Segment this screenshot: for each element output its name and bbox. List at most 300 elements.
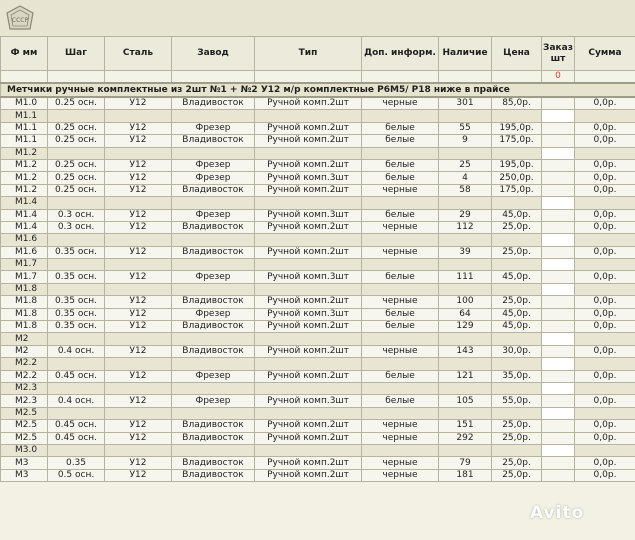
size-group-row [1, 407, 635, 419]
cell-price [492, 197, 542, 209]
cell-factory: Владивосток [172, 345, 255, 357]
cell-price: 25,0р. [492, 246, 542, 258]
section-title: Метчики ручные комплектные из 2шт №1 + №2 У12 м/р комплектные Р6М5/ Р18 ниже в прайсе [1, 83, 635, 97]
cell-factory: Владивосток [172, 97, 255, 110]
cell-order-qty[interactable] [542, 296, 575, 308]
cell-type: Ручной комп.2шт [255, 122, 362, 134]
cell-order-qty[interactable] [542, 97, 575, 110]
cell-extra-info [362, 407, 439, 419]
cell-pitch: 0.35 осн. [48, 296, 105, 308]
cell-sum: 0,0р. [575, 172, 635, 184]
table-row [1, 209, 635, 221]
cell-price: 45,0р. [492, 271, 542, 283]
cell-stock [439, 382, 492, 394]
header-stock: Наличие [439, 37, 492, 71]
cell-steel: У12 [105, 308, 172, 320]
cell-price: 45,0р. [492, 308, 542, 320]
cell-extra-info: черные [362, 221, 439, 233]
avito-watermark: Avito [530, 503, 585, 523]
cell-order-qty[interactable] [542, 271, 575, 283]
cell-factory [172, 444, 255, 456]
cell-pitch: 0.35 осн. [48, 246, 105, 258]
cell-pitch [48, 382, 105, 394]
cell-extra-info: черные [362, 97, 439, 110]
cell-order-qty[interactable] [542, 420, 575, 432]
cell-pitch [48, 110, 105, 122]
header-price: Цена [492, 37, 542, 71]
cell-extra-info: черные [362, 432, 439, 444]
cell-sum: 0,0р. [575, 159, 635, 171]
cell-pitch: 0.25 осн. [48, 172, 105, 184]
cell-steel: У12 [105, 221, 172, 233]
cell-sum [575, 197, 635, 209]
cell-stock: 55 [439, 122, 492, 134]
cell-price [492, 333, 542, 345]
cell-extra-info: черные [362, 246, 439, 258]
cell-steel: У12 [105, 159, 172, 171]
cell-diameter: М1.8 [1, 308, 48, 320]
cell-sum [575, 407, 635, 419]
table-row [1, 271, 635, 283]
size-group-row [1, 110, 635, 122]
table-row [1, 97, 635, 110]
cell-type [255, 197, 362, 209]
cell-sum: 0,0р. [575, 420, 635, 432]
cell-sum [575, 234, 635, 246]
size-group-row [1, 197, 635, 209]
size-group-row [1, 382, 635, 394]
cell-price [492, 444, 542, 456]
cell-steel: У12 [105, 457, 172, 469]
cell-stock: 143 [439, 345, 492, 357]
cell-sum: 0,0р. [575, 321, 635, 333]
cell-extra-info: белые [362, 395, 439, 407]
cell-pitch: 0.4 осн. [48, 395, 105, 407]
cell-stock: 181 [439, 469, 492, 481]
cell-type: Ручной комп.2шт [255, 469, 362, 481]
cell-price: 25,0р. [492, 296, 542, 308]
cell-pitch: 0.25 осн. [48, 122, 105, 134]
cell-stock: 79 [439, 457, 492, 469]
cell-order-qty[interactable] [542, 444, 575, 456]
cell-diameter: М1.1 [1, 135, 48, 147]
cell-stock [439, 444, 492, 456]
cell-factory: Владивосток [172, 457, 255, 469]
cell-type: Ручной комп.2шт [255, 420, 362, 432]
cell-factory [172, 283, 255, 295]
cell-steel: У12 [105, 172, 172, 184]
cell-type [255, 333, 362, 345]
cell-pitch: 0.45 осн. [48, 432, 105, 444]
cell-sum: 0,0р. [575, 395, 635, 407]
size-group-row [1, 259, 635, 271]
cell-type [255, 259, 362, 271]
cell-pitch [48, 407, 105, 419]
quality-mark-logo-icon [5, 5, 35, 31]
cell-pitch: 0.5 осн. [48, 469, 105, 481]
cell-diameter: М1.7 [1, 259, 48, 271]
cell-pitch: 0.25 осн. [48, 97, 105, 110]
cell-factory: Владивосток [172, 432, 255, 444]
header-extra-info: Доп. информ. [362, 37, 439, 71]
cell-steel [105, 259, 172, 271]
cell-diameter: М3.0 [1, 444, 48, 456]
cell-type: Ручной комп.2шт [255, 159, 362, 171]
cell-sum: 0,0р. [575, 345, 635, 357]
cell-steel: У12 [105, 246, 172, 258]
cell-diameter: М1.2 [1, 172, 48, 184]
cell-price: 175,0р. [492, 135, 542, 147]
cell-stock: 151 [439, 420, 492, 432]
cell-sum: 0,0р. [575, 296, 635, 308]
cell-stock: 111 [439, 271, 492, 283]
cell-diameter: М1.7 [1, 271, 48, 283]
cell-factory: Владивосток [172, 420, 255, 432]
cell-extra-info [362, 333, 439, 345]
cell-price: 25,0р. [492, 457, 542, 469]
cell-diameter: М2.5 [1, 407, 48, 419]
cell-type [255, 444, 362, 456]
cell-pitch [48, 259, 105, 271]
cell-diameter: М2 [1, 345, 48, 357]
cell-factory [172, 358, 255, 370]
cell-extra-info [362, 283, 439, 295]
cell-steel: У12 [105, 420, 172, 432]
cell-type: Ручной комп.2шт [255, 246, 362, 258]
cell-diameter: М2.3 [1, 382, 48, 394]
cell-diameter: М1.0 [1, 97, 48, 110]
cell-order-qty[interactable] [542, 457, 575, 469]
cell-factory: Фрезер [172, 159, 255, 171]
header-steel: Сталь [105, 37, 172, 71]
cell-extra-info: черные [362, 457, 439, 469]
cell-type: Ручной комп.2шт [255, 457, 362, 469]
cell-extra-info: белые [362, 308, 439, 320]
cell-diameter: М1.2 [1, 184, 48, 196]
cell-factory [172, 259, 255, 271]
table-row [1, 172, 635, 184]
cell-diameter: М1.2 [1, 147, 48, 159]
cell-steel: У12 [105, 345, 172, 357]
size-group-row [1, 147, 635, 159]
cell-extra-info [362, 382, 439, 394]
cell-order-qty[interactable] [542, 184, 575, 196]
cell-order-qty[interactable] [542, 259, 575, 271]
cell-type [255, 283, 362, 295]
cell-price [492, 147, 542, 159]
cell-stock [439, 197, 492, 209]
cell-stock: 9 [439, 135, 492, 147]
cell-steel [105, 382, 172, 394]
cell-steel: У12 [105, 122, 172, 134]
cell-type: Ручной комп.2шт [255, 321, 362, 333]
table-row [1, 321, 635, 333]
cell-stock: 121 [439, 370, 492, 382]
cell-factory: Фрезер [172, 395, 255, 407]
cell-type: Ручной комп.3шт [255, 271, 362, 283]
size-group-row [1, 358, 635, 370]
cell-stock: 4 [439, 172, 492, 184]
cell-order-qty[interactable] [542, 333, 575, 345]
cell-order-qty[interactable] [542, 358, 575, 370]
cell-stock: 105 [439, 395, 492, 407]
cell-factory: Владивосток [172, 321, 255, 333]
cell-price [492, 358, 542, 370]
cell-diameter: М1.1 [1, 122, 48, 134]
cell-factory: Фрезер [172, 370, 255, 382]
price-table [0, 36, 635, 482]
cell-type: Ручной комп.2шт [255, 370, 362, 382]
cell-extra-info [362, 147, 439, 159]
cell-order-qty[interactable] [542, 234, 575, 246]
cell-pitch: 0.35 осн. [48, 321, 105, 333]
cell-pitch [48, 444, 105, 456]
cell-diameter: М2 [1, 333, 48, 345]
cell-pitch: 0.25 осн. [48, 184, 105, 196]
cell-extra-info: белые [362, 370, 439, 382]
cell-factory: Владивосток [172, 296, 255, 308]
cell-stock: 301 [439, 97, 492, 110]
order-total: 0 [542, 71, 575, 84]
cell-extra-info: белые [362, 172, 439, 184]
cell-stock [439, 407, 492, 419]
cell-sum: 0,0р. [575, 209, 635, 221]
table-row [1, 221, 635, 233]
cell-diameter: М2.5 [1, 420, 48, 432]
cell-diameter: М1.6 [1, 234, 48, 246]
cell-diameter: М2.5 [1, 432, 48, 444]
cell-sum: 0,0р. [575, 246, 635, 258]
cell-factory: Фрезер [172, 209, 255, 221]
cell-extra-info: черные [362, 420, 439, 432]
cell-diameter: М3 [1, 457, 48, 469]
cell-price: 55,0р. [492, 395, 542, 407]
cell-steel [105, 147, 172, 159]
cell-pitch [48, 234, 105, 246]
cell-order-qty[interactable] [542, 345, 575, 357]
header-row [1, 37, 635, 71]
totals-row [1, 71, 635, 84]
cell-price: 45,0р. [492, 321, 542, 333]
cell-order-qty[interactable] [542, 395, 575, 407]
cell-type [255, 234, 362, 246]
cell-sum: 0,0р. [575, 370, 635, 382]
cell-sum [575, 147, 635, 159]
cell-extra-info: черные [362, 345, 439, 357]
cell-steel: У12 [105, 135, 172, 147]
cell-pitch: 0.4 осн. [48, 345, 105, 357]
cell-order-qty[interactable] [542, 159, 575, 171]
cell-sum: 0,0р. [575, 221, 635, 233]
table-row [1, 345, 635, 357]
section-header [1, 83, 635, 97]
cell-pitch: 0.25 осн. [48, 135, 105, 147]
cell-extra-info: черные [362, 296, 439, 308]
header-sum: Сумма [575, 37, 635, 71]
cell-sum [575, 358, 635, 370]
cell-price: 45,0р. [492, 209, 542, 221]
cell-type [255, 407, 362, 419]
cell-price: 195,0р. [492, 159, 542, 171]
cell-factory: Владивосток [172, 135, 255, 147]
cell-diameter: М1.8 [1, 321, 48, 333]
cell-diameter: М1.4 [1, 197, 48, 209]
cell-pitch [48, 333, 105, 345]
cell-order-qty[interactable] [542, 283, 575, 295]
table-row [1, 432, 635, 444]
cell-steel [105, 333, 172, 345]
cell-sum: 0,0р. [575, 457, 635, 469]
cell-price: 250,0р. [492, 172, 542, 184]
cell-stock [439, 234, 492, 246]
cell-order-qty[interactable] [542, 370, 575, 382]
cell-price: 195,0р. [492, 122, 542, 134]
cell-steel: У12 [105, 432, 172, 444]
cell-price: 25,0р. [492, 221, 542, 233]
cell-type: Ручной комп.2шт [255, 432, 362, 444]
cell-steel [105, 444, 172, 456]
cell-stock: 64 [439, 308, 492, 320]
cell-order-qty[interactable] [542, 122, 575, 134]
cell-sum: 0,0р. [575, 432, 635, 444]
size-group-row [1, 333, 635, 345]
cell-steel: У12 [105, 296, 172, 308]
cell-steel: У12 [105, 97, 172, 110]
cell-sum: 0,0р. [575, 184, 635, 196]
cell-factory: Фрезер [172, 122, 255, 134]
cell-diameter: М2.3 [1, 395, 48, 407]
cell-order-qty[interactable] [542, 221, 575, 233]
cell-extra-info: белые [362, 209, 439, 221]
cell-stock [439, 259, 492, 271]
cell-factory: Фрезер [172, 172, 255, 184]
cell-sum: 0,0р. [575, 271, 635, 283]
cell-stock: 100 [439, 296, 492, 308]
cell-order-qty[interactable] [542, 321, 575, 333]
cell-pitch [48, 147, 105, 159]
cell-stock: 58 [439, 184, 492, 196]
cell-diameter: М2.2 [1, 370, 48, 382]
cell-pitch [48, 358, 105, 370]
cell-price: 30,0р. [492, 345, 542, 357]
cell-diameter: М1.8 [1, 283, 48, 295]
cell-factory [172, 234, 255, 246]
cell-type: Ручной комп.2шт [255, 296, 362, 308]
cell-sum [575, 382, 635, 394]
cell-pitch [48, 283, 105, 295]
table-row [1, 159, 635, 171]
cell-price [492, 382, 542, 394]
cell-extra-info: черные [362, 469, 439, 481]
cell-steel: У12 [105, 321, 172, 333]
cell-stock: 25 [439, 159, 492, 171]
cell-steel: У12 [105, 370, 172, 382]
cell-order-qty[interactable] [542, 382, 575, 394]
cell-factory: Фрезер [172, 271, 255, 283]
cell-order-qty[interactable] [542, 110, 575, 122]
cell-diameter: М1.2 [1, 159, 48, 171]
cell-stock: 292 [439, 432, 492, 444]
cell-steel [105, 110, 172, 122]
cell-steel: У12 [105, 209, 172, 221]
table-row [1, 122, 635, 134]
cell-stock [439, 110, 492, 122]
cell-factory: Владивосток [172, 469, 255, 481]
cell-type: Ручной комп.3шт [255, 209, 362, 221]
cell-factory: Владивосток [172, 184, 255, 196]
table-row [1, 184, 635, 196]
cell-steel [105, 407, 172, 419]
cell-pitch: 0.35 осн. [48, 271, 105, 283]
cell-factory: Владивосток [172, 246, 255, 258]
cell-stock: 112 [439, 221, 492, 233]
cell-order-qty[interactable] [542, 209, 575, 221]
cell-type: Ручной комп.2шт [255, 97, 362, 110]
cell-order-qty[interactable] [542, 246, 575, 258]
cell-factory [172, 407, 255, 419]
cell-factory [172, 197, 255, 209]
cell-diameter: М1.6 [1, 246, 48, 258]
cell-order-qty[interactable] [542, 469, 575, 481]
cell-factory [172, 333, 255, 345]
cell-stock [439, 283, 492, 295]
cell-sum [575, 444, 635, 456]
cell-factory [172, 382, 255, 394]
cell-factory: Фрезер [172, 308, 255, 320]
cell-type: Ручной комп.2шт [255, 221, 362, 233]
cell-stock: 29 [439, 209, 492, 221]
header-order-qty: Заказ шт [542, 37, 575, 71]
cell-sum [575, 283, 635, 295]
cell-order-qty[interactable] [542, 308, 575, 320]
cell-order-qty[interactable] [542, 135, 575, 147]
size-group-row [1, 283, 635, 295]
svg-text:СССР: СССР [11, 17, 29, 24]
cell-order-qty[interactable] [542, 147, 575, 159]
cell-order-qty[interactable] [542, 432, 575, 444]
cell-extra-info [362, 197, 439, 209]
header-factory: Завод [172, 37, 255, 71]
cell-extra-info [362, 259, 439, 271]
cell-diameter: М3 [1, 469, 48, 481]
cell-diameter: М1.4 [1, 221, 48, 233]
table-row [1, 395, 635, 407]
cell-price [492, 407, 542, 419]
cell-order-qty[interactable] [542, 197, 575, 209]
table-row [1, 457, 635, 469]
cell-steel: У12 [105, 271, 172, 283]
cell-stock [439, 358, 492, 370]
cell-sum: 0,0р. [575, 135, 635, 147]
cell-pitch: 0.25 осн. [48, 159, 105, 171]
cell-extra-info [362, 358, 439, 370]
cell-stock: 129 [439, 321, 492, 333]
cell-stock [439, 147, 492, 159]
cell-steel [105, 358, 172, 370]
cell-extra-info: белые [362, 321, 439, 333]
cell-order-qty[interactable] [542, 172, 575, 184]
cell-pitch: 0.35 [48, 457, 105, 469]
cell-price: 25,0р. [492, 432, 542, 444]
cell-price: 85,0р. [492, 97, 542, 110]
cell-pitch: 0.45 осн. [48, 370, 105, 382]
cell-pitch: 0.3 осн. [48, 221, 105, 233]
cell-stock: 39 [439, 246, 492, 258]
cell-order-qty[interactable] [542, 407, 575, 419]
cell-diameter: М2.2 [1, 358, 48, 370]
header-pitch: Шаг [48, 37, 105, 71]
cell-price [492, 259, 542, 271]
